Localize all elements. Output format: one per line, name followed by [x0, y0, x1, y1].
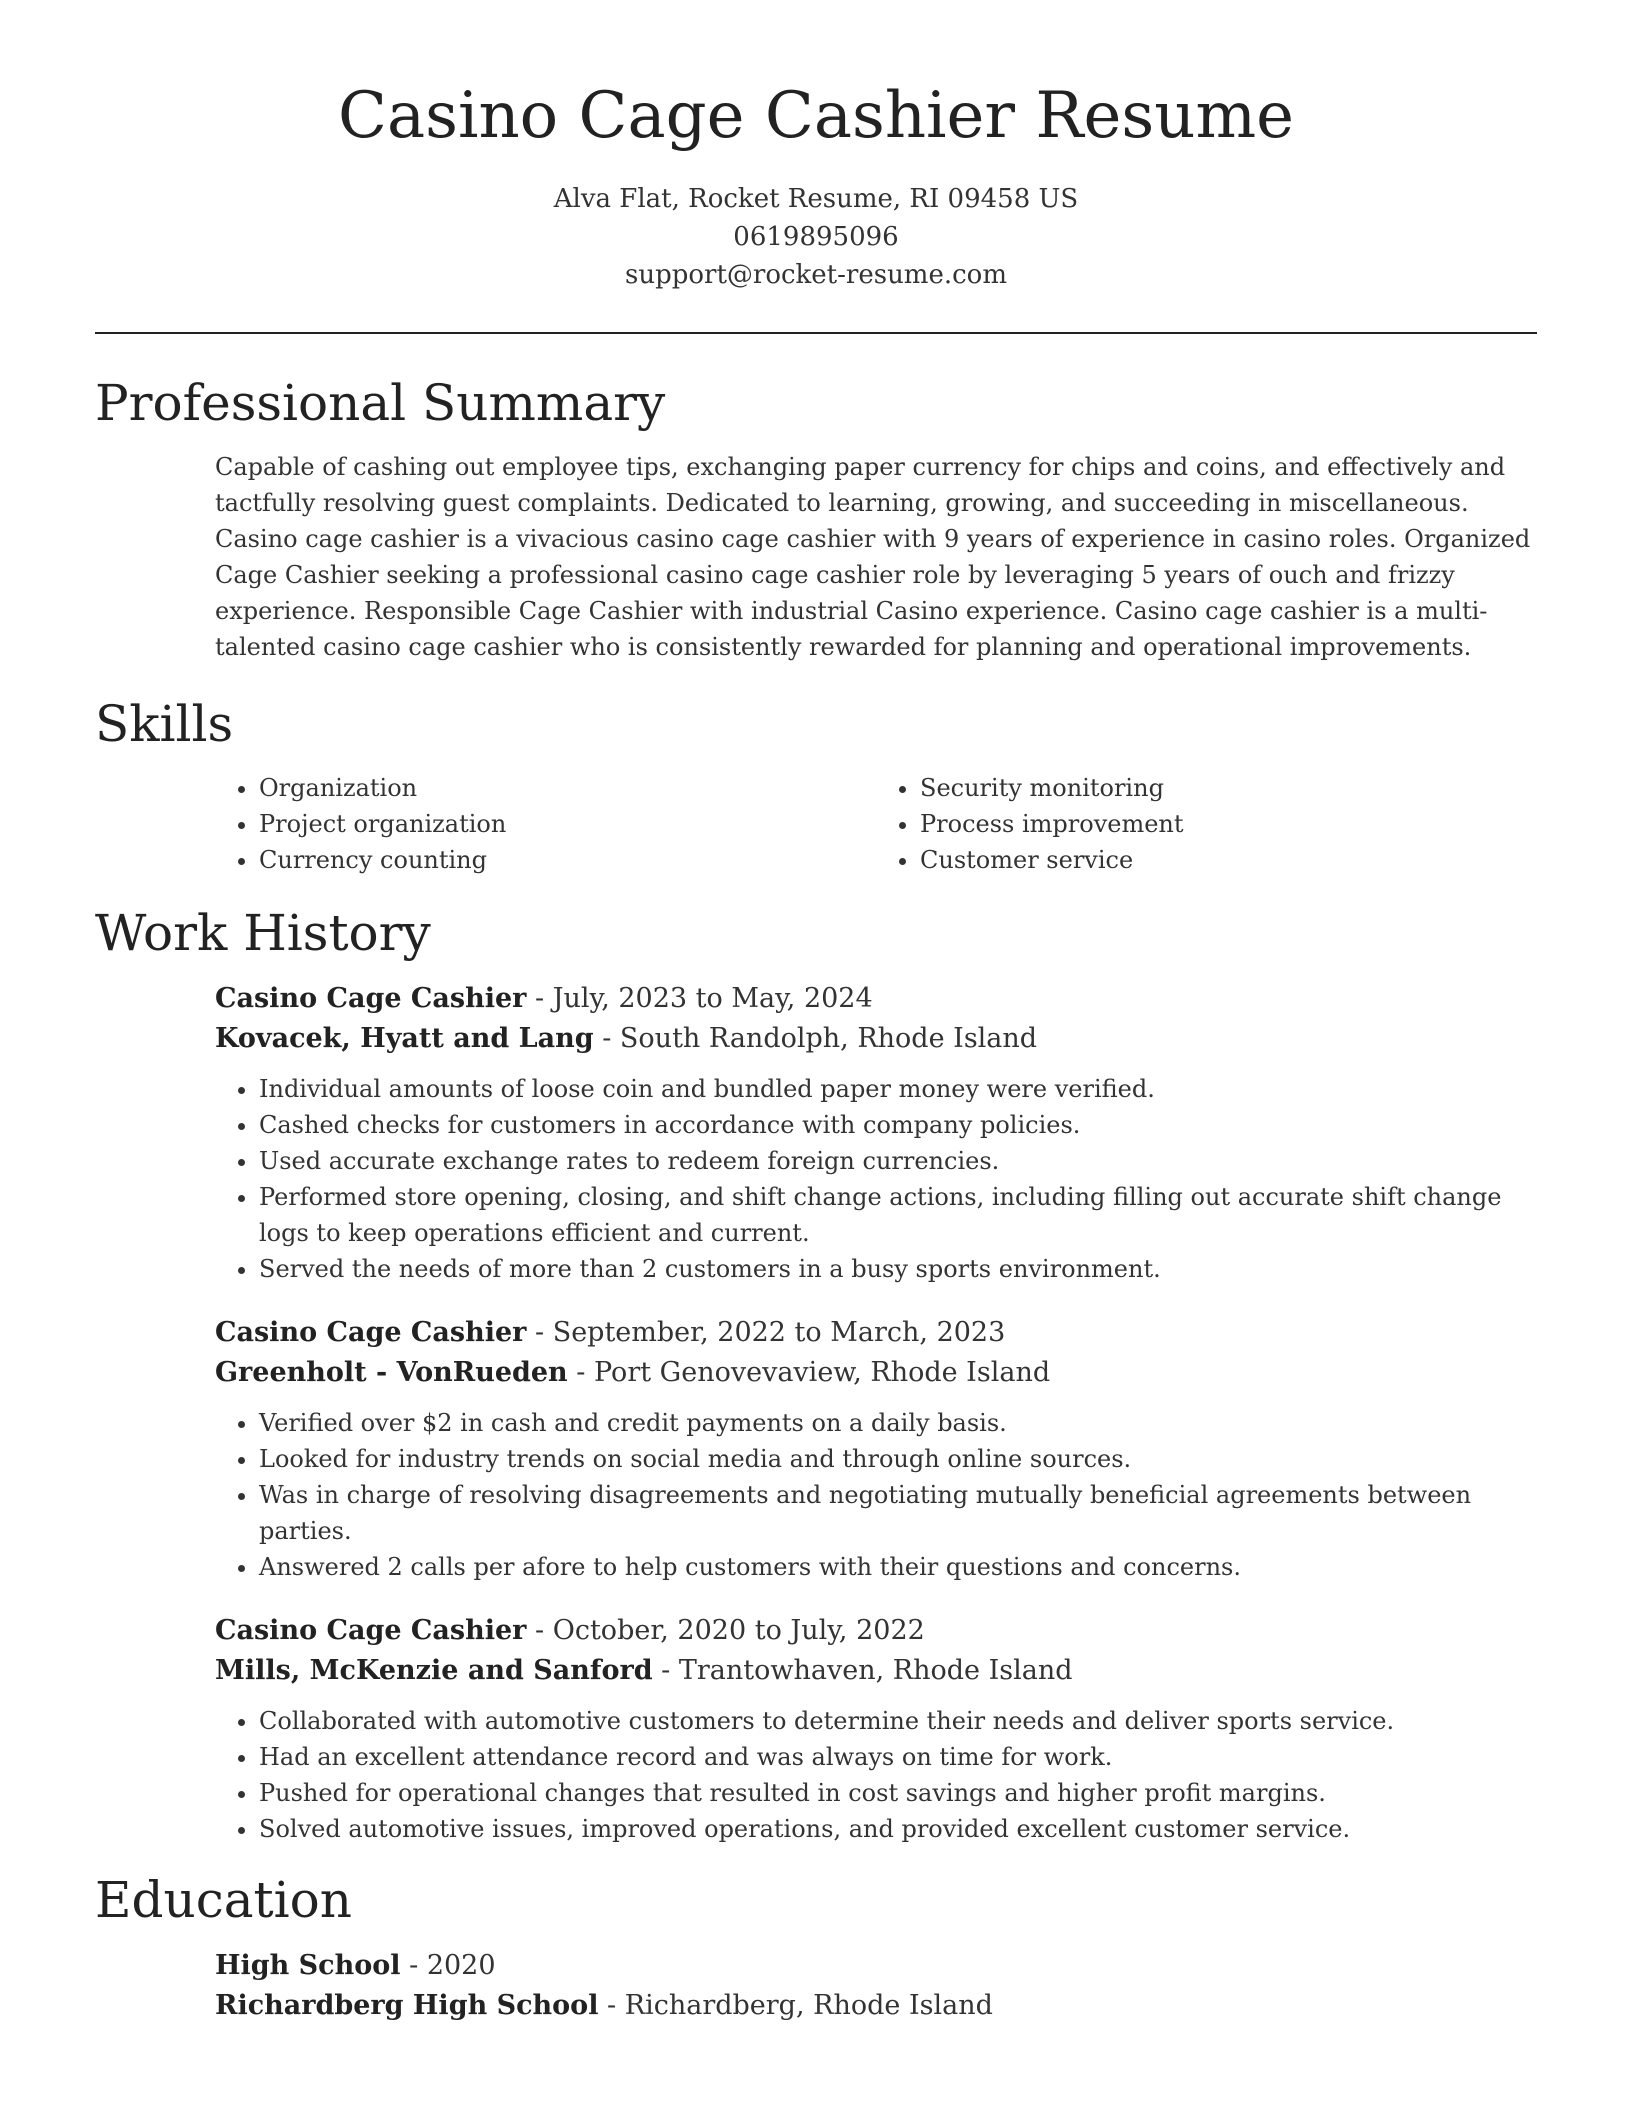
job-company: Kovacek, Hyatt and Lang — [215, 1022, 594, 1054]
skills-heading: Skills — [95, 694, 234, 753]
resume-header — [95, 0, 1537, 294]
header-divider — [95, 332, 1537, 334]
job-bullet: • Had an excellent attendance record and was always on time for work. — [259, 1739, 1537, 1775]
job-company-line: Greenholt - VonRueden - Port Genovevaview, Rhode Island — [215, 1356, 1051, 1388]
education-degree: High School — [215, 1949, 401, 1981]
job-entry — [215, 1313, 1537, 1585]
job-bullet: • Served the needs of more than 2 customers in a busy sports environment. — [259, 1251, 1537, 1287]
job-location: Port Genovevaview, Rhode Island — [593, 1356, 1051, 1388]
job-bullet: • Individual amounts of loose coin and bundled paper money were verified. — [259, 1071, 1537, 1107]
contact-address: Alva Flat, Rocket Resume, RI 09458 US — [553, 183, 1079, 214]
skill-item: • Project organization — [259, 806, 876, 842]
job-company-line: Kovacek, Hyatt and Lang - South Randolph, Rhode Island — [215, 1022, 1038, 1054]
job-title: Casino Cage Cashier — [215, 1614, 527, 1646]
skill-item: • Currency counting — [259, 842, 876, 878]
skill-item: • Organization — [259, 770, 876, 806]
job-title-line: Casino Cage Cashier - October, 2020 to July, 2022 — [215, 1614, 925, 1646]
job-bullet: • Pushed for operational changes that resulted in cost savings and higher profit margins. — [259, 1775, 1537, 1811]
job-title: Casino Cage Cashier — [215, 1316, 527, 1348]
work-heading: Work History — [95, 903, 431, 962]
job-bullet: • Collaborated with automotive customers to determine their needs and deliver sports service. — [259, 1703, 1537, 1739]
job-dates: July, 2023 to May, 2024 — [552, 982, 873, 1014]
job-title: Casino Cage Cashier — [215, 982, 527, 1014]
job-location: Trantowhaven, Rhode Island — [678, 1654, 1073, 1686]
education-location: Richardberg, Rhode Island — [624, 1989, 993, 2021]
summary-text: Capable of cashing out employee tips, exchanging paper currency for chips and coins, and effectively and tactfully resolving guest complaints. Dedicated to learning, growing, and succeeding in miscellaneous. Casino cage cashier is a vivacious casino cage cashier with 9 years of experience in casino roles. Organized Cage Cashier seeking a professional casino cage cashier role by leveraging 5 years of ouch and frizzy experience. Responsible Cage Cashier with industrial Casino experience. Casino cage cashier is a multi-talented casino cage cashier who is consistently rewarded for planning and operational improvements. — [215, 452, 1531, 661]
skill-item: • Process improvement — [920, 806, 1537, 842]
job-location: South Randolph, Rhode Island — [619, 1022, 1038, 1054]
work-section — [95, 979, 1537, 1847]
job-title-line: Casino Cage Cashier - July, 2023 to May, 2024 — [215, 982, 873, 1014]
contact-email: support@rocket-resume.com — [624, 259, 1007, 290]
job-bullets — [215, 1703, 1537, 1847]
contact-phone: 0619895096 — [733, 221, 899, 252]
job-bullet: • Answered 2 calls per afore to help customers with their questions and concerns. — [259, 1549, 1537, 1585]
job-bullet: • Performed store opening, closing, and shift change actions, including filling out accurate shift change logs to keep operations efficient and current. — [259, 1179, 1537, 1251]
job-bullet: • Verified over $2 in cash and credit payments on a daily basis. — [259, 1405, 1537, 1441]
skill-item: • Customer service — [920, 842, 1537, 878]
education-school-line: Richardberg High School - Richardberg, Rhode Island — [215, 1989, 993, 2021]
job-entry — [215, 979, 1537, 1287]
education-section — [95, 1946, 1537, 2026]
summary-heading: Professional Summary — [95, 373, 666, 432]
job-bullets — [215, 1071, 1537, 1287]
job-bullet: • Cashed checks for customers in accordance with company policies. — [259, 1107, 1537, 1143]
skill-item: • Security monitoring — [920, 770, 1537, 806]
job-company: Greenholt - VonRueden — [215, 1356, 568, 1388]
summary-section — [95, 449, 1537, 665]
education-degree-line: High School - 2020 — [215, 1949, 496, 1981]
job-bullet: • Looked for industry trends on social media and through online sources. — [259, 1441, 1537, 1477]
job-company-line: Mills, McKenzie and Sanford - Trantowhaven, Rhode Island — [215, 1654, 1073, 1686]
job-bullets — [215, 1405, 1537, 1585]
education-school: Richardberg High School — [215, 1989, 599, 2021]
job-bullet: • Used accurate exchange rates to redeem foreign currencies. — [259, 1143, 1537, 1179]
job-dates: October, 2020 to July, 2022 — [552, 1614, 925, 1646]
job-company: Mills, McKenzie and Sanford — [215, 1654, 653, 1686]
education-year: 2020 — [426, 1949, 496, 1981]
job-dates: September, 2022 to March, 2023 — [552, 1316, 1006, 1348]
skills-section — [95, 770, 1537, 878]
job-entry — [215, 1611, 1537, 1847]
resume-title: Casino Cage Cashier Resume — [338, 79, 1294, 153]
job-title-line: Casino Cage Cashier - September, 2022 to March, 2023 — [215, 1316, 1006, 1348]
job-bullet: • Was in charge of resolving disagreements and negotiating mutually beneficial agreements between parties. — [259, 1477, 1537, 1549]
skills-list-left — [215, 770, 876, 878]
job-bullet: • Solved automotive issues, improved operations, and provided excellent customer service. — [259, 1811, 1537, 1847]
skills-list-right — [876, 770, 1537, 878]
education-heading: Education — [95, 1870, 352, 1929]
